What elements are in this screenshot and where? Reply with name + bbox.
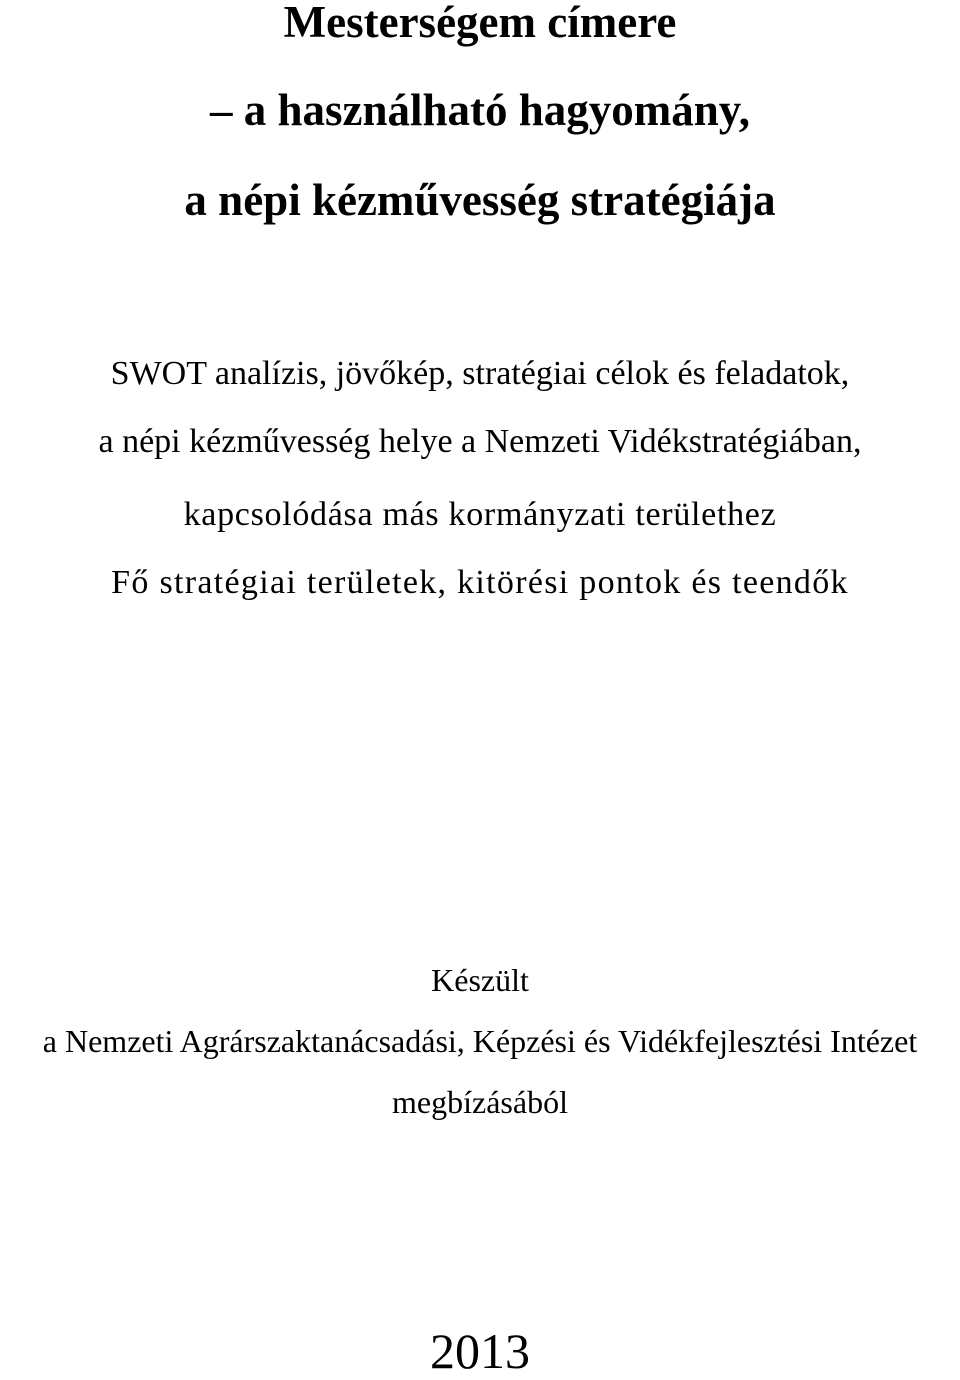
- subtitle-line-3: kapcsolódása más kormányzati területhez: [183, 496, 777, 533]
- commissioning-institute: a Nemzeti Agrárszaktanácsadási, Képzési és Vidékfejlesztési Intézet: [42, 1023, 918, 1059]
- subtitle-line-2: a népi kézművesség helye a Nemzeti Vidékstratégiában,: [98, 423, 862, 460]
- subtitle-line-4: Fő stratégiai területek, kitörési pontok és teendők: [111, 564, 849, 601]
- title-line-1: Mesterségem címere: [283, 0, 677, 47]
- commission-note: megbízásából: [392, 1084, 568, 1120]
- prepared-label: Készült: [431, 962, 529, 998]
- title-line-3: a népi kézművesség stratégiája: [184, 175, 776, 225]
- subtitle-line-1: SWOT analízis, jövőkép, stratégiai célok és feladatok,: [110, 355, 850, 392]
- title-line-2: – a használható hagyomány,: [209, 85, 751, 135]
- publication-year: 2013: [430, 1323, 530, 1379]
